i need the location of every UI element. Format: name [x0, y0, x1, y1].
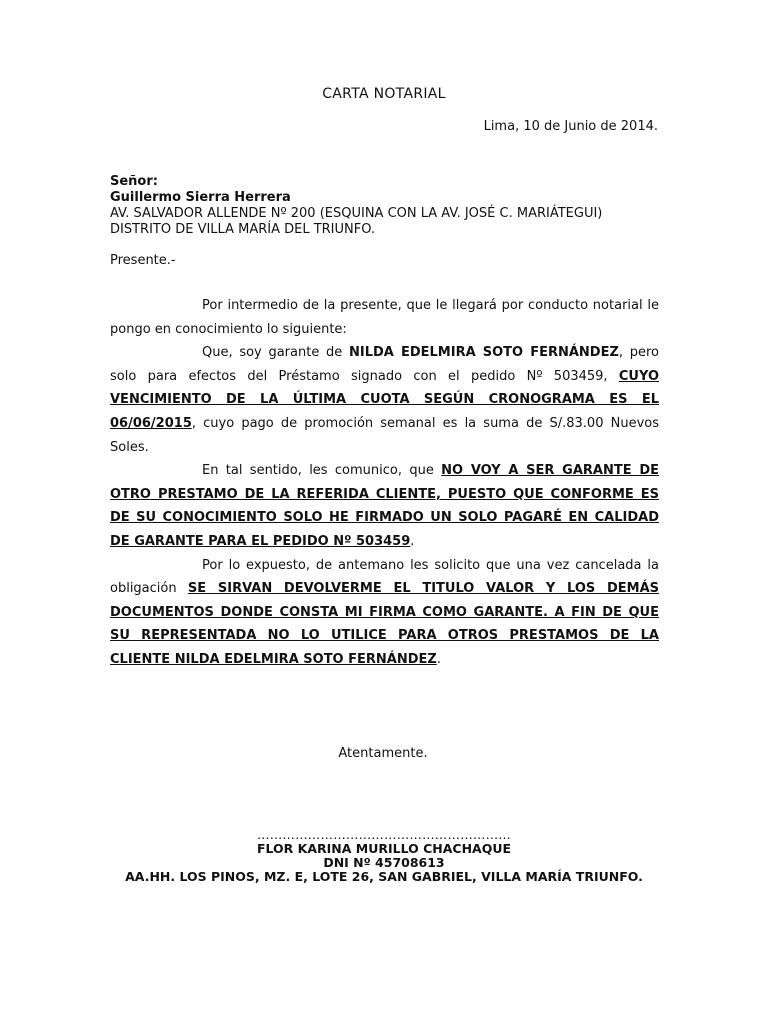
paragraph-3-text: . [410, 533, 415, 549]
signer-name: FLOR KARINA MURILLO CHACHAQUE [256, 841, 512, 856]
paragraph-3 [110, 459, 659, 553]
return-request-statement: SE SIRVAN DEVOLVERME EL TITULO VALOR Y LOS DEMÁS DOCUMENTOS DONDE CONSTA MI FIRMA COMO GARANTE. A FIN DE QUE SU REPRESENTADA NO LO UTILICE PARA OTROS PRESTAMOS DE LA CLIENTE NILDA EDELMIRA SOTO FERNÁNDEZ [110, 581, 659, 667]
closing [0, 746, 768, 761]
closing-text: Atentamente. [338, 746, 428, 761]
paragraph-2-text: , cuyo pago de promoción semanal es la suma de S/.83.00 Nuevos Soles. [110, 415, 659, 455]
paragraph-4 [110, 554, 659, 672]
paragraph-3-text: En tal sentido, les comunico, que [202, 463, 442, 479]
paragraph-4-text: Por lo expuesto, de antemano les solicito que una vez cancelada la obligación [110, 557, 659, 597]
letter-date: Lima, 10 de Junio de 2014. [483, 119, 658, 134]
letter-body [110, 294, 659, 672]
recipient-address-line2: DISTRITO DE VILLA MARÍA DEL TRIUNFO. [110, 222, 376, 237]
greeting: Presente.- [110, 253, 176, 268]
paragraph-2-text: , pero solo para efectos del Préstamo signado con el pedido Nº 503459, [110, 345, 659, 384]
guarantee-refusal-statement: NO VOY A SER GARANTE DE OTRO PRESTAMO DE LA REFERIDA CLIENTE, PUESTO QUE CONFORME ES DE SU CONOCIMIENTO SOLO HE FIRMADO UN SOLO PAGARÉ EN CALIDAD DE GARANTE PARA EL PEDIDO Nº 503459 [110, 463, 659, 549]
paragraph-2 [110, 341, 659, 459]
paragraph-2-text: Que, soy garante de [202, 345, 349, 361]
paragraph-1: Por intermedio de la presente, que le llegará por conducto notarial le pongo en conocimiento lo siguiente: [110, 298, 659, 337]
signature-block [0, 828, 768, 884]
recipient-address-line1: AV. SALVADOR ALLENDE Nº 200 (ESQUINA CON LA AV. JOSÉ C. MARIÁTEGUI) [110, 206, 603, 221]
signature-line: …………………………………………………… [257, 827, 511, 842]
recipient-block [110, 174, 670, 238]
recipient-name: Guillermo Sierra Herrera [110, 190, 291, 205]
document-title: CARTA NOTARIAL [322, 86, 446, 102]
signer-dni: DNI Nº 45708613 [323, 855, 445, 870]
recipient-salutation: Señor: [110, 174, 158, 189]
guaranteed-client-name: NILDA EDELMIRA SOTO FERNÁNDEZ [349, 345, 619, 361]
due-date-statement: CUYO VENCIMIENTO DE LA ÚLTIMA CUOTA SEGÚN CRONOGRAMA ES EL 06/06/2015 [110, 368, 659, 431]
paragraph-4-text: . [436, 651, 441, 667]
signer-address: AA.HH. LOS PINOS, MZ. E, LOTE 26, SAN GABRIEL, VILLA MARÍA TRIUNFO. [125, 869, 643, 884]
